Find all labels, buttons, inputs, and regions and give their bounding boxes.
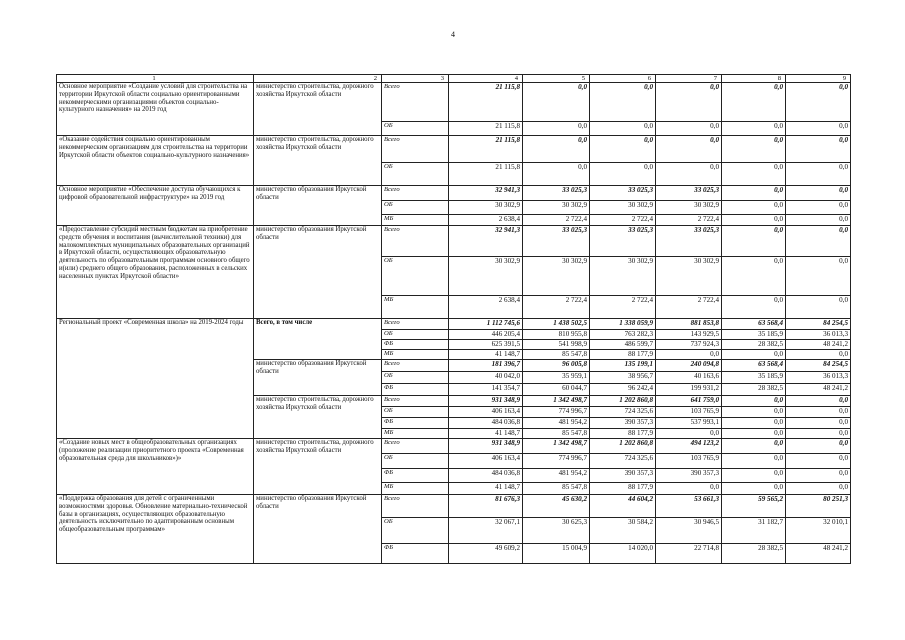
value-cell-col-9: 80 251,3 bbox=[786, 495, 851, 518]
value-cell-col-9: 84 254,5 bbox=[786, 360, 851, 372]
value-cell-col-9: 0,0 bbox=[786, 407, 851, 418]
value-cell-col-9: 0,0 bbox=[786, 122, 851, 136]
value-cell-col-4: 406 163,4 bbox=[449, 454, 523, 469]
value-cell-col-4: 141 354,7 bbox=[449, 384, 523, 396]
value-cell-col-8: 0,0 bbox=[722, 454, 786, 469]
column-header-3: 3 bbox=[382, 75, 449, 83]
value-cell-col-4: 406 163,4 bbox=[449, 407, 523, 418]
value-cell-col-7: 143 929,5 bbox=[656, 330, 722, 340]
funding-source: ОБ bbox=[382, 201, 449, 215]
value-cell-col-9: 48 241,2 bbox=[786, 340, 851, 350]
value-cell-col-9: 0,0 bbox=[786, 226, 851, 257]
value-cell-col-4: 484 036,8 bbox=[449, 469, 523, 483]
value-cell-col-5: 35 959,1 bbox=[523, 372, 590, 384]
value-cell-col-8: 63 568,4 bbox=[722, 360, 786, 372]
column-header-6: 6 bbox=[590, 75, 656, 83]
value-cell-col-9: 0,0 bbox=[786, 257, 851, 296]
value-cell-col-8: 0,0 bbox=[722, 407, 786, 418]
table-row bbox=[57, 136, 851, 163]
value-cell-col-5: 85 547,8 bbox=[523, 429, 590, 439]
measure-name: «Предоставление субсидий местным бюджетам на приобретение средств обучения и воспитания (вычислительной техники) для малокомплектных муниципальных образовательных организаций в Иркутской области, осуществляющих образовательную деятельность по образовательным программам основного общего и(или) среднего общего образования, расположенных в сельских населенных пунктах Иркутской области» bbox=[57, 226, 254, 319]
funding-source: МБ bbox=[382, 296, 449, 319]
value-cell-col-7: 2 722,4 bbox=[656, 215, 722, 226]
value-cell-col-6: 763 282,3 bbox=[590, 330, 656, 340]
value-cell-col-4: 931 348,9 bbox=[449, 396, 523, 407]
value-cell-col-4: 32 941,3 bbox=[449, 226, 523, 257]
funding-source: ФБ bbox=[382, 544, 449, 564]
value-cell-col-6: 0,0 bbox=[590, 122, 656, 136]
value-cell-col-4: 181 396,7 bbox=[449, 360, 523, 372]
value-cell-col-5: 774 996,7 bbox=[523, 454, 590, 469]
value-cell-col-9: 0,0 bbox=[786, 215, 851, 226]
value-cell-col-8: 0,0 bbox=[722, 122, 786, 136]
value-cell-col-4: 2 638,4 bbox=[449, 296, 523, 319]
executor-cell: министерство образования Иркутской области bbox=[254, 226, 382, 319]
value-cell-col-8: 0,0 bbox=[722, 418, 786, 429]
funding-source: Всего bbox=[382, 319, 449, 330]
value-cell-col-4: 21 115,8 bbox=[449, 122, 523, 136]
value-cell-col-8: 0,0 bbox=[722, 439, 786, 454]
value-cell-col-8: 0,0 bbox=[722, 350, 786, 360]
value-cell-col-6: 88 177,9 bbox=[590, 350, 656, 360]
value-cell-col-5: 30 302,9 bbox=[523, 257, 590, 296]
table-body bbox=[57, 83, 851, 564]
column-header-9: 9 bbox=[786, 75, 851, 83]
value-cell-col-7: 641 759,0 bbox=[656, 396, 722, 407]
value-cell-col-6: 33 025,3 bbox=[590, 226, 656, 257]
value-cell-col-8: 0,0 bbox=[722, 136, 786, 163]
value-cell-col-6: 390 357,3 bbox=[590, 469, 656, 483]
value-cell-col-5: 15 004,9 bbox=[523, 544, 590, 564]
value-cell-col-7: 0,0 bbox=[656, 122, 722, 136]
value-cell-col-9: 0,0 bbox=[786, 418, 851, 429]
value-cell-col-7: 0,0 bbox=[656, 429, 722, 439]
funding-source: ФБ bbox=[382, 418, 449, 429]
value-cell-col-9: 0,0 bbox=[786, 429, 851, 439]
funding-source: МБ bbox=[382, 350, 449, 360]
value-cell-col-4: 2 638,4 bbox=[449, 215, 523, 226]
value-cell-col-5: 0,0 bbox=[523, 122, 590, 136]
value-cell-col-7: 0,0 bbox=[656, 483, 722, 495]
value-cell-col-7: 494 123,2 bbox=[656, 439, 722, 454]
value-cell-col-7: 103 765,9 bbox=[656, 454, 722, 469]
funding-source: ФБ bbox=[382, 340, 449, 350]
value-cell-col-7: 537 993,1 bbox=[656, 418, 722, 429]
value-cell-col-7: 0,0 bbox=[656, 350, 722, 360]
value-cell-col-6: 96 242,4 bbox=[590, 384, 656, 396]
measure-name: «Оказание содействия социально ориентированным некоммерческим организациям для строительства на территории Иркутской области объектов социально-культурного назначения» bbox=[57, 136, 254, 186]
value-cell-col-9: 0,0 bbox=[786, 186, 851, 201]
value-cell-col-9: 0,0 bbox=[786, 396, 851, 407]
executor-cell: Всего, в том числе bbox=[254, 319, 382, 360]
value-cell-col-7: 0,0 bbox=[656, 136, 722, 163]
value-cell-col-4: 41 148,7 bbox=[449, 483, 523, 495]
value-cell-col-6: 1 202 860,8 bbox=[590, 396, 656, 407]
value-cell-col-6: 0,0 bbox=[590, 83, 656, 122]
value-cell-col-4: 625 391,5 bbox=[449, 340, 523, 350]
value-cell-col-9: 36 013,3 bbox=[786, 372, 851, 384]
value-cell-col-8: 0,0 bbox=[722, 163, 786, 186]
value-cell-col-4: 21 115,8 bbox=[449, 83, 523, 122]
value-cell-col-7: 33 025,3 bbox=[656, 226, 722, 257]
column-header-7: 7 bbox=[656, 75, 722, 83]
value-cell-col-5: 33 025,3 bbox=[523, 186, 590, 201]
header-row bbox=[57, 75, 851, 83]
value-cell-col-4: 81 676,3 bbox=[449, 495, 523, 518]
value-cell-col-6: 135 199,1 bbox=[590, 360, 656, 372]
value-cell-col-9: 48 241,2 bbox=[786, 384, 851, 396]
value-cell-col-4: 32 941,3 bbox=[449, 186, 523, 201]
value-cell-col-5: 481 954,2 bbox=[523, 469, 590, 483]
column-header-1: 1 bbox=[57, 75, 254, 83]
value-cell-col-5: 30 302,9 bbox=[523, 201, 590, 215]
value-cell-col-8: 35 185,9 bbox=[722, 330, 786, 340]
value-cell-col-6: 724 325,6 bbox=[590, 407, 656, 418]
value-cell-col-8: 63 568,4 bbox=[722, 319, 786, 330]
executor-cell: министерство образования Иркутской области bbox=[254, 360, 382, 396]
table-row bbox=[57, 439, 851, 454]
value-cell-col-4: 32 067,1 bbox=[449, 518, 523, 544]
value-cell-col-6: 390 357,3 bbox=[590, 418, 656, 429]
value-cell-col-5: 96 005,8 bbox=[523, 360, 590, 372]
funding-source: Всего bbox=[382, 495, 449, 518]
value-cell-col-5: 2 722,4 bbox=[523, 215, 590, 226]
value-cell-col-7: 2 722,4 bbox=[656, 296, 722, 319]
value-cell-col-6: 30 302,9 bbox=[590, 257, 656, 296]
value-cell-col-6: 1 338 059,9 bbox=[590, 319, 656, 330]
funding-source: ОБ bbox=[382, 163, 449, 186]
value-cell-col-6: 44 604,2 bbox=[590, 495, 656, 518]
value-cell-col-7: 390 357,3 bbox=[656, 469, 722, 483]
value-cell-col-5: 0,0 bbox=[523, 163, 590, 186]
value-cell-col-7: 30 946,5 bbox=[656, 518, 722, 544]
value-cell-col-8: 35 185,9 bbox=[722, 372, 786, 384]
value-cell-col-7: 30 302,9 bbox=[656, 257, 722, 296]
funding-source: Всего bbox=[382, 396, 449, 407]
value-cell-col-8: 0,0 bbox=[722, 186, 786, 201]
column-header-2: 2 bbox=[254, 75, 382, 83]
funding-source: Всего bbox=[382, 136, 449, 163]
funding-source: ОБ bbox=[382, 372, 449, 384]
value-cell-col-8: 59 565,2 bbox=[722, 495, 786, 518]
value-cell-col-8: 0,0 bbox=[722, 429, 786, 439]
table-row bbox=[57, 319, 851, 330]
value-cell-col-7: 199 931,2 bbox=[656, 384, 722, 396]
value-cell-col-7: 0,0 bbox=[656, 163, 722, 186]
funding-source: Всего bbox=[382, 439, 449, 454]
value-cell-col-5: 810 955,8 bbox=[523, 330, 590, 340]
page-number: 4 bbox=[451, 30, 455, 39]
value-cell-col-7: 103 765,9 bbox=[656, 407, 722, 418]
funding-source: Всего bbox=[382, 360, 449, 372]
value-cell-col-4: 41 148,7 bbox=[449, 429, 523, 439]
value-cell-col-5: 0,0 bbox=[523, 83, 590, 122]
value-cell-col-9: 0,0 bbox=[786, 454, 851, 469]
measure-name: Региональный проект «Современная школа» на 2019-2024 годы bbox=[57, 319, 254, 439]
value-cell-col-4: 931 348,9 bbox=[449, 439, 523, 454]
value-cell-col-9: 0,0 bbox=[786, 163, 851, 186]
value-cell-col-8: 0,0 bbox=[722, 83, 786, 122]
value-cell-col-6: 486 599,7 bbox=[590, 340, 656, 350]
funding-source: МБ bbox=[382, 215, 449, 226]
funding-source: Всего bbox=[382, 226, 449, 257]
value-cell-col-9: 0,0 bbox=[786, 136, 851, 163]
value-cell-col-5: 33 025,3 bbox=[523, 226, 590, 257]
measure-name: Основное мероприятие «Создание условий для строительства на территории Иркутской области социально ориентированными некоммерческими организациями объектов социально-культурного назначения» на 2019 год bbox=[57, 83, 254, 136]
value-cell-col-9: 0,0 bbox=[786, 201, 851, 215]
value-cell-col-9: 36 013,3 bbox=[786, 330, 851, 340]
value-cell-col-6: 88 177,9 bbox=[590, 429, 656, 439]
value-cell-col-8: 28 382,5 bbox=[722, 384, 786, 396]
value-cell-col-8: 0,0 bbox=[722, 257, 786, 296]
executor-cell: министерство строительства, дорожного хозяйства Иркутской области bbox=[254, 396, 382, 439]
value-cell-col-4: 21 115,8 bbox=[449, 136, 523, 163]
funding-source: ФБ bbox=[382, 384, 449, 396]
value-cell-col-6: 38 956,7 bbox=[590, 372, 656, 384]
column-header-5: 5 bbox=[523, 75, 590, 83]
value-cell-col-6: 14 020,0 bbox=[590, 544, 656, 564]
value-cell-col-5: 2 722,4 bbox=[523, 296, 590, 319]
value-cell-col-8: 0,0 bbox=[722, 469, 786, 483]
value-cell-col-5: 1 342 498,7 bbox=[523, 396, 590, 407]
executor-cell: министерство строительства, дорожного хозяйства Иркутской области bbox=[254, 439, 382, 495]
value-cell-col-5: 774 996,7 bbox=[523, 407, 590, 418]
value-cell-col-4: 446 205,4 bbox=[449, 330, 523, 340]
value-cell-col-9: 32 010,1 bbox=[786, 518, 851, 544]
executor-cell: министерство строительства, дорожного хозяйства Иркутской области bbox=[254, 136, 382, 186]
funding-source: ОБ bbox=[382, 518, 449, 544]
value-cell-col-8: 28 382,5 bbox=[722, 544, 786, 564]
funding-source: ОБ bbox=[382, 407, 449, 418]
value-cell-col-4: 30 302,9 bbox=[449, 257, 523, 296]
value-cell-col-8: 0,0 bbox=[722, 483, 786, 495]
value-cell-col-8: 0,0 bbox=[722, 215, 786, 226]
value-cell-col-9: 0,0 bbox=[786, 350, 851, 360]
value-cell-col-5: 541 998,9 bbox=[523, 340, 590, 350]
value-cell-col-9: 48 241,2 bbox=[786, 544, 851, 564]
value-cell-col-5: 481 954,2 bbox=[523, 418, 590, 429]
funding-source: Всего bbox=[382, 83, 449, 122]
value-cell-col-9: 0,0 bbox=[786, 469, 851, 483]
value-cell-col-6: 2 722,4 bbox=[590, 296, 656, 319]
value-cell-col-6: 33 025,3 bbox=[590, 186, 656, 201]
value-cell-col-6: 0,0 bbox=[590, 136, 656, 163]
table-row bbox=[57, 186, 851, 201]
value-cell-col-5: 1 342 498,7 bbox=[523, 439, 590, 454]
funding-source: ОБ bbox=[382, 257, 449, 296]
value-cell-col-4: 49 609,2 bbox=[449, 544, 523, 564]
value-cell-col-7: 40 163,6 bbox=[656, 372, 722, 384]
value-cell-col-5: 1 438 502,5 bbox=[523, 319, 590, 330]
budget-table bbox=[56, 74, 851, 564]
value-cell-col-4: 1 112 745,6 bbox=[449, 319, 523, 330]
value-cell-col-9: 0,0 bbox=[786, 439, 851, 454]
value-cell-col-5: 45 630,2 bbox=[523, 495, 590, 518]
value-cell-col-7: 240 094,8 bbox=[656, 360, 722, 372]
value-cell-col-9: 0,0 bbox=[786, 83, 851, 122]
value-cell-col-4: 484 036,8 bbox=[449, 418, 523, 429]
table-row bbox=[57, 226, 851, 257]
funding-source: ОБ bbox=[382, 454, 449, 469]
value-cell-col-6: 2 722,4 bbox=[590, 215, 656, 226]
funding-source: ОБ bbox=[382, 330, 449, 340]
value-cell-col-5: 85 547,8 bbox=[523, 350, 590, 360]
value-cell-col-8: 0,0 bbox=[722, 226, 786, 257]
value-cell-col-8: 28 382,5 bbox=[722, 340, 786, 350]
value-cell-col-9: 0,0 bbox=[786, 296, 851, 319]
funding-source: МБ bbox=[382, 483, 449, 495]
value-cell-col-4: 30 302,9 bbox=[449, 201, 523, 215]
measure-name: Основное мероприятие «Обеспечение доступа обучающихся к цифровой образовательной инфраструктуре» на 2019 год bbox=[57, 186, 254, 226]
value-cell-col-8: 0,0 bbox=[722, 296, 786, 319]
value-cell-col-6: 0,0 bbox=[590, 163, 656, 186]
value-cell-col-7: 881 853,8 bbox=[656, 319, 722, 330]
executor-cell: министерство образования Иркутской области bbox=[254, 495, 382, 564]
measure-name: «Поддержка образования для детей с ограниченными возможностями здоровья. Обновление материально-технической базы в организациях, осуществляющих образовательную деятельность исключительно по адаптированным основным общеобразовательным программам» bbox=[57, 495, 254, 564]
table-row bbox=[57, 83, 851, 122]
value-cell-col-8: 31 182,7 bbox=[722, 518, 786, 544]
value-cell-col-4: 40 042,0 bbox=[449, 372, 523, 384]
funding-source: ОБ bbox=[382, 122, 449, 136]
column-header-4: 4 bbox=[449, 75, 523, 83]
value-cell-col-6: 30 584,2 bbox=[590, 518, 656, 544]
value-cell-col-4: 41 148,7 bbox=[449, 350, 523, 360]
value-cell-col-5: 60 044,7 bbox=[523, 384, 590, 396]
value-cell-col-7: 22 714,8 bbox=[656, 544, 722, 564]
measure-name: «Создание новых мест в общеобразовательных организациях (проложение реализации приоритетного проекта «Современная образовательная среда для школьников»)» bbox=[57, 439, 254, 495]
value-cell-col-7: 53 661,3 bbox=[656, 495, 722, 518]
value-cell-col-6: 88 177,9 bbox=[590, 483, 656, 495]
value-cell-col-7: 737 924,3 bbox=[656, 340, 722, 350]
table-row bbox=[57, 495, 851, 518]
value-cell-col-5: 85 547,8 bbox=[523, 483, 590, 495]
value-cell-col-5: 0,0 bbox=[523, 136, 590, 163]
funding-source: Всего bbox=[382, 186, 449, 201]
executor-cell: министерство строительства, дорожного хозяйства Иркутской области bbox=[254, 83, 382, 136]
value-cell-col-7: 30 302,9 bbox=[656, 201, 722, 215]
value-cell-col-7: 0,0 bbox=[656, 83, 722, 122]
value-cell-col-7: 33 025,3 bbox=[656, 186, 722, 201]
value-cell-col-4: 21 115,8 bbox=[449, 163, 523, 186]
executor-cell: министерство образования Иркутской области bbox=[254, 186, 382, 226]
value-cell-col-8: 0,0 bbox=[722, 201, 786, 215]
funding-source: МБ bbox=[382, 429, 449, 439]
value-cell-col-9: 84 254,5 bbox=[786, 319, 851, 330]
value-cell-col-6: 724 325,6 bbox=[590, 454, 656, 469]
value-cell-col-6: 30 302,9 bbox=[590, 201, 656, 215]
funding-source: ФБ bbox=[382, 469, 449, 483]
value-cell-col-5: 30 625,3 bbox=[523, 518, 590, 544]
value-cell-col-6: 1 202 860,8 bbox=[590, 439, 656, 454]
value-cell-col-9: 0,0 bbox=[786, 483, 851, 495]
column-header-8: 8 bbox=[722, 75, 786, 83]
value-cell-col-8: 0,0 bbox=[722, 396, 786, 407]
